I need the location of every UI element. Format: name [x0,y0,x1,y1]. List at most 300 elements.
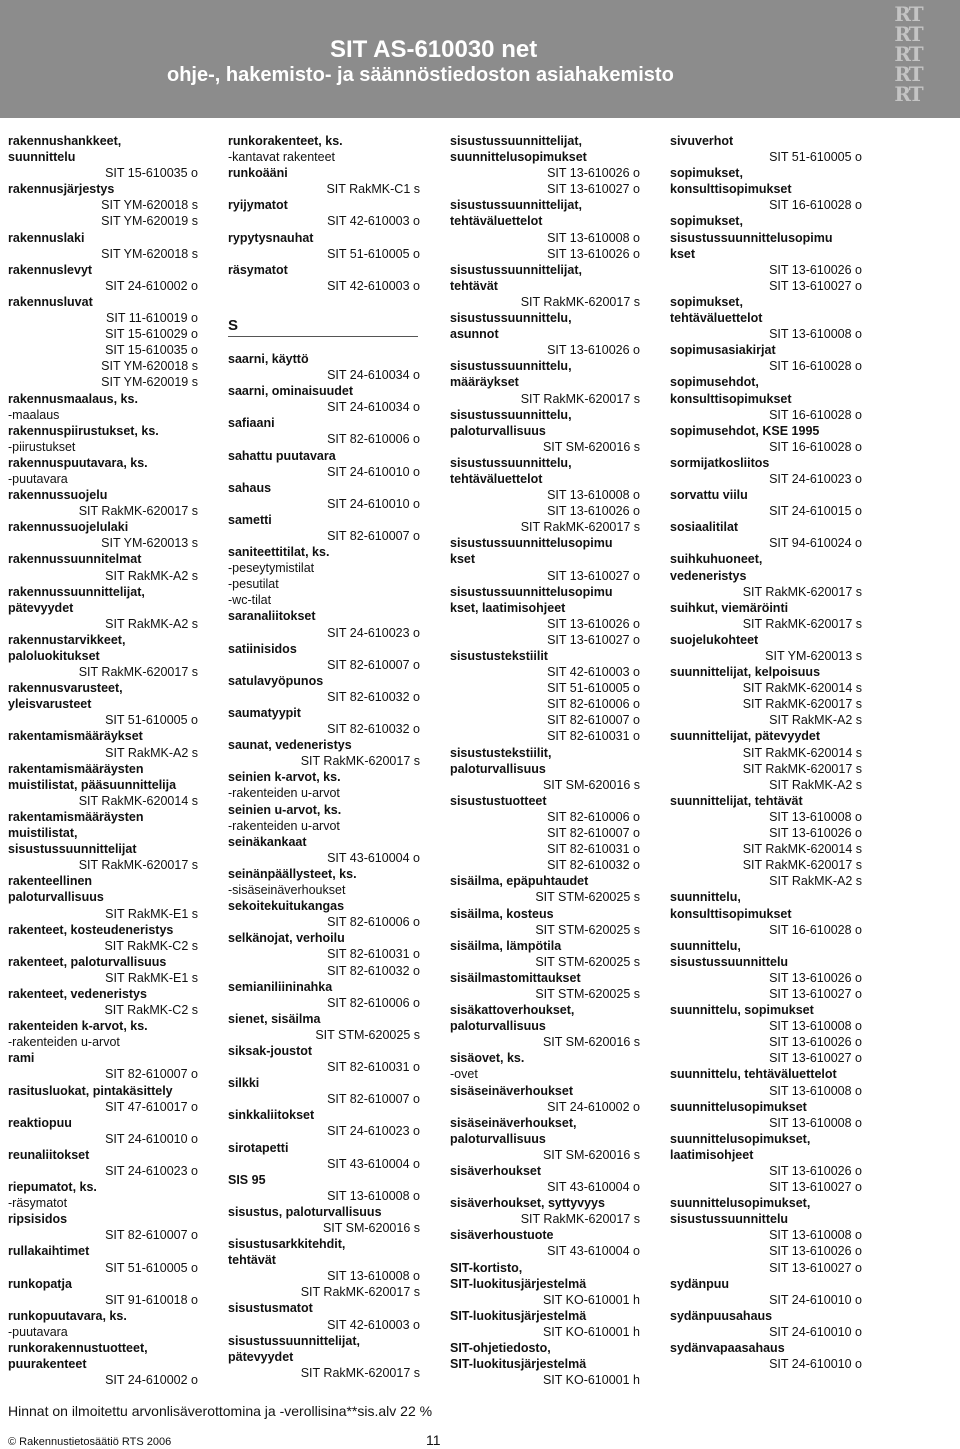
index-code: SIT RakMK-620017 s [742,697,862,712]
index-term: sisustussuunnittelijat, [228,1333,360,1348]
index-term: rakennusjärjestys [8,182,115,197]
index-term: rakennuslevyt [8,262,93,277]
index-term: rakennusvarusteet, [8,681,123,696]
index-code: SIT 13-610026 o [769,970,862,985]
index-code: SIT 11-610019 o [106,311,198,326]
cross-reference: -räsymatot [8,1196,68,1211]
index-term: pätevyydet [228,1349,294,1364]
index-term: kset [670,246,696,261]
index-term: rakenteet, kosteudeneristys [8,922,174,937]
index-term: rakentamismääräysten [8,761,144,776]
index-term: suunnittelu, [670,890,741,905]
index-code: SIT 24-610002 o [547,1099,640,1114]
index-code: SIT RakMK-620017 s [300,1285,420,1300]
index-code: SIT 24-610023 o [327,625,420,640]
index-term: sametti [228,512,272,527]
index-code: SIT 42-610003 o [547,665,640,680]
index-term: SIT-luokitusjärjestelmä [450,1357,587,1372]
index-term: muistilistat, pääsuunnittelija [8,777,177,792]
index-code: SIT YM-620018 s [101,359,198,374]
index-code: SIT 24-610010 o [327,464,420,479]
index-term: ryijymatot [228,198,288,213]
index-code: SIT 24-610023 o [769,471,862,486]
index-code: SIT RakMK-A2 s [105,568,198,583]
index-code: SIT KO-610001 h [542,1324,640,1339]
index-code: SIT 42-610003 o [327,278,420,293]
index-code: SIT 82-610007 o [547,826,640,841]
index-code: SIT RakMK-620017 s [520,520,640,535]
index-term: suunnittelu, [670,938,741,953]
rt-logo-mark: RT [894,42,922,66]
index-term: sydänpuu [670,1276,730,1291]
index-code: SIT RakMK-A2 s [105,745,198,760]
index-code: SIT 43-610004 o [547,1244,640,1259]
index-term: sopimusehdot, [670,375,759,390]
index-term: rakennusmaalaus, ks. [8,391,138,406]
index-term: seinänpäällysteet, ks. [228,866,357,881]
index-term: runkopatja [8,1276,72,1291]
index-code: SIT 47-610017 o [105,1099,198,1114]
index-code: SIT 24-610023 o [327,1124,420,1139]
index-code: SIT 13-610027 o [769,278,862,293]
index-code: SIT 24-610010 o [327,496,420,511]
index-code: SIT 13-610026 o [547,166,640,181]
index-term: määräykset [450,375,519,390]
index-term: sisustustuotteet [450,793,547,808]
index-term: runkorakenteet, ks. [228,134,343,148]
index-term: sisustussuunnittelijat, [450,134,582,148]
cross-reference: -wc-tilat [228,593,272,608]
index-code: SIT 24-610010 o [769,1292,862,1307]
index-term: sisustus, paloturvallisuus [228,1204,382,1219]
index-code: SIT 82-610006 o [327,915,420,930]
index-code: SIT STM-620025 s [535,986,640,1001]
index-code: SIT 13-610026 o [769,1164,862,1178]
index-code: SIT 24-610023 o [105,1164,198,1178]
index-term: sormijatkosliitos [670,455,770,470]
index-term: pätevyydet [8,600,74,615]
index-term: rakenteet, paloturvallisuus [8,954,167,969]
index-code: SIT STM-620025 s [535,922,640,937]
index-term: sorvattu viilu [670,488,748,503]
index-column-3 [450,133,640,1388]
index-term: sisustustekstiilit, [450,745,552,760]
index-term: runkopuutavara, ks. [8,1308,127,1323]
index-code: SIT 13-610008 o [327,1188,420,1203]
index-code: SIT 13-610027 o [769,1260,862,1275]
index-term: rakennusluvat [8,294,93,309]
index-code: SIT 13-610026 o [547,504,640,519]
index-code: SIT RakMK-620017 s [742,761,862,776]
index-term: rami [8,1051,35,1066]
index-term: saranaliitokset [228,609,316,624]
index-code: SIT YM-620019 s [101,375,198,390]
index-code: SIT RakMK-C2 s [104,938,198,953]
index-term: tehtäväluettelot [450,471,543,486]
index-term: kset, laatimisohjeet [450,600,566,615]
index-code: SIT 82-610031 o [327,1060,420,1075]
copyright: © Rakennustietosäätiö RTS 2006 [8,1436,172,1448]
index-code: SIT STM-620025 s [315,1027,420,1042]
index-term: yleisvarusteet [8,697,92,712]
index-term: paloturvallisuus [450,1131,546,1146]
index-code: SIT YM-620013 s [765,649,862,663]
index-code: SIT RakMK-620017 s [78,665,198,680]
index-term: rakennuspuutavara, ks. [8,455,148,470]
index-code: SIT 13-610008 o [769,1083,862,1098]
index-code: SIT RakMK-620014 s [742,842,862,857]
index-code: SIT 43-610004 o [327,1156,420,1171]
index-code: SIT 13-610026 o [769,1035,862,1050]
index-code: SIT 91-610018 o [105,1292,198,1307]
index-term: suunnittelijat, kelpoisuus [670,665,821,680]
index-code: SIT 82-610006 o [327,432,420,447]
index-code: SIT RakMK-620017 s [742,584,862,599]
index-term: sopimukset, [670,294,743,309]
index-code: SIT 15-610035 o [105,343,198,358]
index-term: paloturvallisuus [450,761,546,776]
rt-logo-mark: RT [894,2,922,26]
index-term: tehtäväluettelot [670,311,763,326]
index-code: SIT 51-610005 o [105,713,198,728]
index-term: paloluokitukset [8,649,100,663]
index-code: SIT 16-610028 o [769,439,862,454]
index-code: SIT 13-610026 o [547,616,640,631]
index-code: SIT RakMK-E1 s [105,970,198,985]
cross-reference: -pesutilat [228,577,279,592]
index-term: sosiaalitilat [670,520,739,535]
index-code: SIT RakMK-620017 s [520,1212,640,1227]
index-term: sisustussuunnittelijat [8,842,137,857]
index-code: SIT RakMK-A2 s [769,777,862,792]
index-code: SIT RakMK-620017 s [300,1365,420,1380]
index-code: SIT SM-620016 s [322,1221,420,1235]
index-term: sydänpuusahaus [670,1308,773,1323]
index-term: SIS 95 [228,1172,266,1187]
index-code: SIT YM-620018 s [101,198,198,213]
index-term: saumatyypit [228,706,301,720]
index-code: SIT RakMK-620017 s [78,858,198,873]
index-term: sivuverhot [670,134,734,148]
index-code: SIT 82-610007 o [327,1092,420,1107]
index-code: SIT 13-610026 o [547,246,640,261]
index-term: ripsisidos [8,1212,68,1227]
index-term: suojelukohteet [670,632,759,647]
index-code: SIT RakMK-620014 s [742,681,862,696]
cross-reference: -rakenteiden u-arvot [8,1035,120,1050]
index-term: sisäilma, kosteus [450,906,554,921]
index-term: rakennustarvikkeet, [8,632,126,647]
index-term: sopimukset, [670,166,743,181]
index-term: suihkuhuoneet, [670,552,763,567]
index-term: rakenteellinen [8,874,93,889]
index-term: saarni, ominaisuudet [228,384,354,399]
index-code: SIT 13-610008 o [769,327,862,342]
index-term: suunnittelusopimukset [450,150,587,165]
index-code: SIT 51-610005 o [105,1260,198,1275]
index-code: SIT 13-610008 o [769,1019,862,1034]
index-term: sisustusmatot [228,1301,313,1316]
index-term: satiinisidos [228,641,297,656]
index-term: sisustussuunnittelu [670,1212,789,1227]
index-code: SIT 13-610027 o [547,568,640,583]
index-term: seinien u-arvot, ks. [228,802,342,817]
index-term: SIT-luokitusjärjestelmä [450,1276,587,1291]
index-term: sirotapetti [228,1140,289,1155]
index-term: sisäseinäverhoukset [450,1083,573,1098]
rt-logo-mark: RT [894,62,922,86]
index-term: sopimusasiakirjat [670,343,776,358]
cross-reference: -rakenteiden u-arvot [228,786,340,801]
index-code: SIT 13-610026 o [769,1244,862,1259]
index-code: SIT 15-610035 o [105,166,198,181]
index-code: SIT 24-610015 o [769,504,862,519]
index-code: SIT RakMK-620017 s [300,754,420,769]
index-code: SIT 13-610027 o [769,986,862,1001]
index-term: sisäilma, epäpuhtaudet [450,874,589,889]
cross-reference: -rakenteiden u-arvot [228,818,340,833]
index-term: saunat, vedeneristys [228,738,352,753]
index-term: rullakaihtimet [8,1244,90,1259]
index-code: SIT STM-620025 s [535,954,640,969]
index-term: sisustussuunnittelusopimu [670,230,833,245]
cross-reference: -piirustukset [8,439,76,454]
index-code: SIT 24-610010 o [105,1131,198,1146]
index-term: rakennussuunnitelmat [8,552,142,567]
index-term: sahaus [228,480,272,495]
index-code: SIT 16-610028 o [769,407,862,422]
index-code: SIT RakMK-620014 s [78,793,198,808]
index-code: SIT RakMK-A2 s [105,616,198,631]
index-code: SIT 13-610027 o [769,1180,862,1195]
index-term: suunnittelijat, pätevyydet [670,729,821,744]
index-code: SIT SM-620016 s [542,1035,640,1050]
index-code: SIT SM-620016 s [542,777,640,792]
index-code: SIT KO-610001 h [542,1292,640,1307]
index-term: sisustussuunnittelu, [450,407,572,422]
index-code: SIT 24-610002 o [105,278,198,293]
index-term: sisustusarkkitehdit, [228,1237,346,1252]
index-term: selkänojat, verhoilu [228,931,345,946]
index-term: konsulttisopimukset [670,906,792,921]
index-code: SIT RakMK-620017 s [520,391,640,406]
index-term: paloturvallisuus [450,423,546,438]
index-code: SIT 82-610006 o [547,697,640,712]
index-code: SIT 82-610006 o [547,809,640,824]
index-term: safiaani [228,416,275,431]
cross-reference: -kantavat rakenteet [228,150,336,165]
index-code: SIT 94-610024 o [769,536,862,551]
index-code: SIT 24-610010 o [769,1324,862,1339]
index-term: suunnittelijat, tehtävät [670,793,803,808]
index-term: rasitusluokat, pintakäsittely [8,1083,173,1098]
index-term: sisustustekstiilit [450,649,548,663]
index-code: SIT 13-610008 o [769,1228,862,1243]
index-code: SIT 82-610007 o [327,528,420,543]
page-number: 11 [426,1432,441,1448]
index-code: SIT RakMK-620017 s [520,294,640,309]
index-code: SIT 51-610005 o [327,246,420,261]
index-code: SIT 82-610032 o [547,858,640,873]
index-term: rakennussuunnittelijat, [8,584,145,599]
index-term: sisäverhoukset [450,1164,542,1178]
index-code: SIT 13-610027 o [547,182,640,197]
index-term: sopimukset, [670,214,743,229]
index-term: riepumatot, ks. [8,1180,97,1195]
index-term: sinkkaliitokset [228,1108,315,1123]
index-code: SIT RakMK-E1 s [105,906,198,921]
index-column-2 [228,133,420,1381]
index-term: reunaliitokset [8,1147,90,1162]
index-term: sisäkattoverhoukset, [450,1003,575,1018]
index-term: rakenteiden k-arvot, ks. [8,1019,148,1034]
index-code: SIT 82-610032 o [327,689,420,704]
index-term: runkorakennustuotteet, [8,1341,148,1356]
index-code: SIT 82-610031 o [547,842,640,857]
index-term: sisäverhoustuote [450,1228,554,1243]
rt-logo-mark: RT [894,82,922,106]
index-code: SIT 82-610032 o [327,722,420,737]
index-term: rakennussuojelulaki [8,520,129,535]
index-term: sisustussuunnittelu, [450,311,572,326]
index-term: konsulttisopimukset [670,182,792,197]
price-note: Hinnat on ilmoitettu arvonlisäverottomina ja -verollisina**sis.alv 22 % [8,1403,433,1419]
index-code: SIT 13-610008 o [769,809,862,824]
index-term: muistilistat, [8,826,78,841]
index-code: SIT 13-610008 o [547,488,640,503]
index-term: sisäverhoukset, syttyvyys [450,1196,605,1211]
index-code: SIT 42-610003 o [327,214,420,229]
index-code: SIT 82-610007 o [105,1228,198,1243]
index-code: SIT 13-610026 o [769,262,862,277]
index-term: seinien k-arvot, ks. [228,770,341,785]
index-code: SIT 13-610008 o [547,230,640,245]
index-term: puurakenteet [8,1357,87,1372]
index-term: rakentamismääräykset [8,729,143,744]
index-code: SIT 82-610032 o [327,963,420,978]
index-code: SIT 16-610028 o [769,359,862,374]
index-term: sisäovet, ks. [450,1051,525,1066]
index-term: paloturvallisuus [8,890,104,905]
index-code: SIT RakMK-A2 s [769,713,862,728]
index-term: SIT-ohjetiedosto, [450,1341,551,1356]
index-term: sahattu puutavara [228,448,336,463]
index-code: SIT SM-620016 s [542,439,640,454]
index-term: sisäilma, lämpötila [450,938,562,953]
index-code: SIT 13-610027 o [769,1051,862,1066]
index-term: semianiliininahka [228,979,333,994]
index-term: SIT-kortisto, [450,1260,523,1275]
index-term: satulavyöpunos [228,673,324,688]
index-code: SIT RakMK-620017 s [742,616,862,631]
index-code: SIT 82-610007 o [105,1067,198,1082]
index-term: saarni, käyttö [228,351,309,366]
page-header [0,0,960,118]
index-code: SIT 82-610007 o [547,713,640,728]
index-term: sisustussuunnittelusopimu [450,584,613,599]
index-code: SIT 51-610005 o [547,681,640,696]
index-code: SIT RakMK-C1 s [326,182,420,197]
index-code: SIT RakMK-620017 s [78,504,198,519]
cross-reference: -sisäseinäverhoukset [228,883,346,898]
document-title: SIT AS-610030 net [330,36,538,63]
index-term: laatimisohjeet [670,1147,754,1162]
index-term: suunnittelusopimukset [670,1099,807,1114]
index-code: SIT 13-610008 o [769,1115,862,1130]
section-letter: S [228,294,418,337]
index-term: sisustussuunnittelu, [450,359,572,374]
index-term: sopimusehdot, KSE 1995 [670,423,820,438]
index-code: SIT STM-620025 s [535,890,640,905]
index-term: rakennuslaki [8,230,85,245]
index-term: suihkut, viemäröinti [670,600,789,615]
index-code: SIT 82-610007 o [327,657,420,672]
index-code: SIT 13-610027 o [547,632,640,647]
index-code: SIT 13-610026 o [769,826,862,841]
index-term: vedeneristys [670,568,747,583]
index-column-1 [8,133,198,1388]
index-term: suunnittelu [8,150,76,165]
index-term: suunnittelu, tehtäväluettelot [670,1067,837,1082]
index-code: SIT 51-610005 o [769,150,862,165]
index-code: SIT 13-610008 o [327,1269,420,1284]
index-term: sekoitekuitukangas [228,899,345,914]
index-term: rakenteet, vedeneristys [8,986,147,1001]
index-term: asunnot [450,327,499,342]
index-column-4 [670,133,862,1372]
index-term: suunnittelusopimukset, [670,1196,811,1211]
index-term: siksak-joustot [228,1043,313,1058]
index-term: saniteettitilat, ks. [228,545,330,560]
index-term: silkki [228,1076,260,1091]
index-code: SIT YM-620013 s [101,536,198,551]
index-term: sisustussuunnittelusopimu [450,536,613,551]
index-term: tehtävät [228,1253,276,1268]
index-term: sisustussuunnittelijat, [450,198,582,213]
index-code: SIT RakMK-620014 s [742,745,862,760]
index-code: SIT 24-610034 o [327,368,420,383]
index-code: SIT RakMK-C2 s [104,1003,198,1018]
cross-reference: -maalaus [8,407,60,422]
index-term: konsulttisopimukset [670,391,792,406]
index-code: SIT 13-610026 o [547,343,640,358]
index-term: SIT-luokitusjärjestelmä [450,1308,587,1323]
index-code: SIT 15-610029 o [105,327,198,342]
index-code: SIT RakMK-A2 s [769,874,862,889]
index-term: tehtävät [450,278,498,293]
index-term: sisustussuunnittelu, [450,455,572,470]
index-code: SIT 82-610031 o [547,729,640,744]
index-code: SIT 43-610004 o [327,850,420,865]
index-term: räsymatot [228,262,288,277]
index-term: sisustussuunnittelu [670,954,789,969]
index-term: sisäilmastomittaukset [450,970,581,985]
index-term: reaktiopuu [8,1115,72,1130]
index-code: SIT 16-610028 o [769,922,862,937]
index-term: sydänvapaasahaus [670,1341,785,1356]
index-code: SIT 24-610002 o [105,1373,198,1388]
index-code: SIT 42-610003 o [327,1317,420,1332]
index-code: SIT YM-620018 s [101,246,198,261]
index-term: runkoääni [228,166,288,181]
index-code: SIT 16-610028 o [769,198,862,213]
index-term: tehtäväluettelot [450,214,543,229]
index-code: SIT 24-610010 o [769,1357,862,1372]
document-subtitle: ohje-, hakemisto- ja säännöstiedoston asiahakemisto [167,64,674,86]
index-term: suunnittelu, sopimukset [670,1003,814,1018]
cross-reference: -ovet [450,1067,478,1082]
index-term: seinäkankaat [228,834,307,849]
